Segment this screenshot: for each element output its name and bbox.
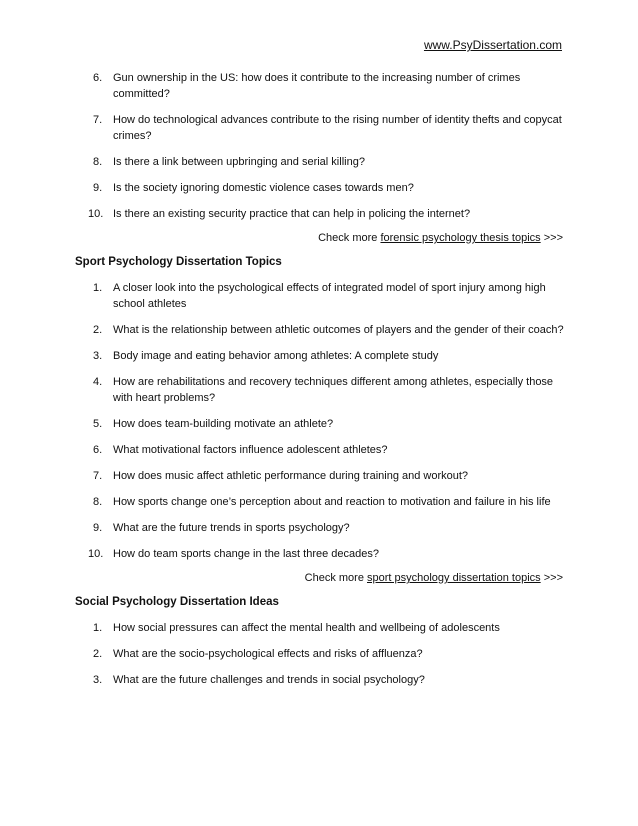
item-number: 3. [93, 674, 103, 686]
item-text: A closer look into the psychological effects of integrated model of sport injury among high school athletes [113, 282, 546, 310]
sport-topics-link[interactable]: sport psychology dissertation topics [367, 572, 541, 584]
item-number: 7. [93, 114, 103, 126]
item-text: How sports change one’s perception about and reaction to motivation and failure in his life [113, 496, 551, 508]
list-item [76, 672, 566, 688]
item-text: Is there an existing security practice that can help in policing the internet? [113, 208, 471, 220]
item-number: 5. [93, 418, 103, 430]
item-number: 4. [93, 376, 103, 388]
list-item [76, 520, 566, 536]
item-text: What are the future trends in sports psychology? [113, 522, 350, 534]
item-number: 6. [93, 72, 103, 84]
check-more-prefix: Check more [318, 232, 378, 244]
item-text: What are the socio-psychological effects and risks of affluenza? [113, 648, 423, 660]
content [76, 70, 566, 698]
item-text: Is there a link between upbringing and serial killing? [113, 156, 365, 168]
item-text: What is the relationship between athletic outcomes of players and the gender of their coach? [113, 324, 564, 336]
list-item [76, 280, 566, 312]
list-item [76, 180, 566, 196]
item-text: How does music affect athletic performance during training and workout? [113, 470, 469, 482]
item-text: What motivational factors influence adolescent athletes? [113, 444, 388, 456]
item-number: 10. [88, 548, 104, 560]
list-item [76, 468, 566, 484]
check-more-forensic [76, 230, 566, 246]
item-number: 9. [93, 182, 103, 194]
list-item [76, 546, 566, 562]
item-text: How social pressures can affect the mental health and wellbeing of adolescents [113, 622, 500, 634]
list-item [76, 112, 566, 144]
item-number: 1. [93, 282, 103, 294]
check-more-arrows: >>> [543, 572, 563, 584]
list-item [76, 154, 566, 170]
list-item [76, 70, 566, 102]
item-text: Gun ownership in the US: how does it contribute to the increasing number of crimes committed? [113, 72, 521, 100]
item-text: How do technological advances contribute to the rising number of identity thefts and copycat crimes? [113, 114, 562, 142]
item-number: 2. [93, 324, 103, 336]
site-url-link[interactable]: www.PsyDissertation.com [423, 38, 562, 52]
item-text: How do team sports change in the last three decades? [113, 548, 379, 560]
forensic-topics-list [76, 70, 566, 222]
item-text: Body image and eating behavior among athletes: A complete study [113, 350, 439, 362]
item-number: 3. [93, 350, 103, 362]
list-item [76, 646, 566, 662]
item-number: 6. [93, 444, 103, 456]
forensic-topics-link[interactable]: forensic psychology thesis topics [380, 232, 541, 244]
item-text: Is the society ignoring domestic violence cases towards men? [113, 182, 414, 194]
item-text: What are the future challenges and trends in social psychology? [113, 674, 425, 686]
item-text: How are rehabilitations and recovery techniques different among athletes, especially those with heart problems? [113, 376, 554, 404]
list-item [76, 206, 566, 222]
list-item [76, 620, 566, 636]
list-item [76, 348, 566, 364]
social-section-heading: Social Psychology Dissertation Ideas [75, 596, 279, 608]
item-number: 2. [93, 648, 103, 660]
list-item [76, 416, 566, 432]
item-number: 10. [88, 208, 104, 220]
sport-section-heading: Sport Psychology Dissertation Topics [75, 256, 282, 268]
list-item [76, 442, 566, 458]
check-more-arrows: >>> [543, 232, 563, 244]
social-topics-list [76, 620, 566, 688]
list-item [76, 322, 566, 338]
item-number: 9. [93, 522, 103, 534]
item-number: 1. [93, 622, 103, 634]
check-more-prefix: Check more [304, 572, 364, 584]
item-number: 8. [93, 156, 103, 168]
item-number: 8. [93, 496, 103, 508]
item-number: 7. [93, 470, 103, 482]
list-item [76, 494, 566, 510]
item-text: How does team-building motivate an athlete? [113, 418, 334, 430]
sport-topics-list [76, 280, 566, 562]
list-item [76, 374, 566, 406]
check-more-sport [76, 570, 566, 586]
